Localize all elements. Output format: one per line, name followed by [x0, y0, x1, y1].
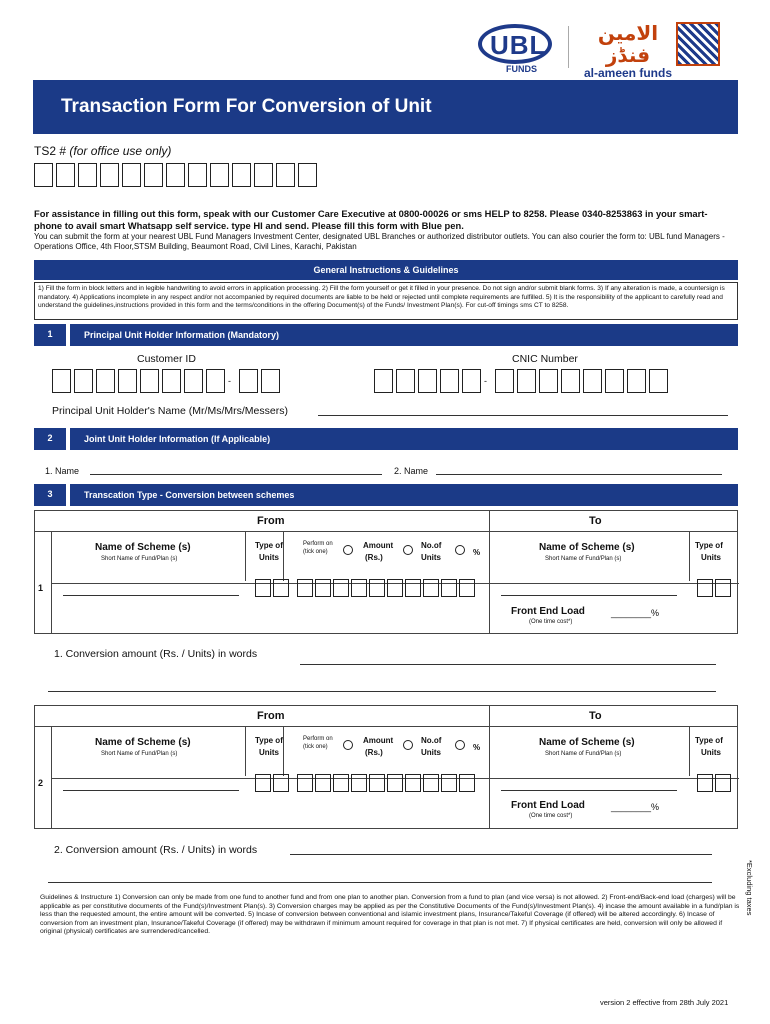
assistance-text: For assistance in filling out this form, speak with our Customer Care Executive at 0800-00026 or sms HELP to 8258. Please 0340-8253863 in your smart-phone to avail smart Whatsapp self service. type HI and send. Please fill this form with Blue pen.	[34, 208, 708, 231]
amount-radio[interactable]	[403, 740, 413, 750]
ubl-logo-funds: FUNDS	[506, 64, 537, 74]
ts2-box[interactable]	[166, 163, 185, 187]
cnic-box[interactable]	[649, 369, 668, 393]
customer-id-box[interactable]	[184, 369, 203, 393]
amount-box[interactable]	[423, 774, 439, 792]
amount-radio[interactable]	[403, 545, 413, 555]
perform-on-radio[interactable]	[343, 545, 353, 555]
amount-box[interactable]	[297, 774, 313, 792]
cnic-box[interactable]	[396, 369, 415, 393]
from-type-units-label: Type of	[255, 736, 283, 745]
ubl-funds-logo	[478, 20, 556, 74]
excluding-taxes-text: *Excluding taxes	[745, 860, 754, 916]
conversion-words-field-1[interactable]	[300, 664, 716, 665]
row-number: 1	[38, 583, 44, 593]
customer-id-box[interactable]	[118, 369, 137, 393]
cnic-box[interactable]	[495, 369, 514, 393]
principal-name-field[interactable]	[318, 415, 728, 416]
section1-title: Principal Unit Holder Information (Mandatory)	[70, 324, 738, 346]
to-scheme-short-label: Short Name of Fund/Plan (s)	[545, 751, 622, 757]
amount-label: Amount	[363, 736, 394, 745]
customer-id-dash: -	[228, 376, 231, 386]
customer-id-box[interactable]	[74, 369, 93, 393]
cnic-box[interactable]	[539, 369, 558, 393]
ts2-label	[34, 144, 171, 158]
cnic-box[interactable]	[418, 369, 437, 393]
from-label: From	[257, 710, 285, 722]
to-type-units-label: Type of	[695, 736, 723, 745]
to-type-box[interactable]	[697, 579, 713, 597]
to-scheme-name-label: Name of Scheme (s)	[539, 542, 635, 553]
section2-number: 2	[34, 428, 66, 450]
amount-box[interactable]	[459, 774, 475, 792]
units-radio[interactable]	[455, 740, 465, 750]
tick-one-label: (tick one)	[303, 549, 328, 555]
from-type-box[interactable]	[255, 774, 271, 792]
section2-title: Joint Unit Holder Information (If Applicable)	[70, 428, 738, 450]
customer-id-box[interactable]	[52, 369, 71, 393]
from-scheme-short-label: Short Name of Fund/Plan (s)	[101, 751, 178, 757]
to-label: To	[589, 515, 602, 527]
percent-radio-label: %	[473, 743, 481, 752]
ts2-box[interactable]	[122, 163, 141, 187]
ts2-box[interactable]	[34, 163, 53, 187]
ts2-box[interactable]	[276, 163, 295, 187]
tick-one-label: (tick one)	[303, 744, 328, 750]
from-scheme-field[interactable]	[63, 595, 239, 596]
customer-id-boxes	[52, 369, 280, 393]
percent-radio-label: %	[473, 548, 481, 557]
to-type-box[interactable]	[715, 579, 731, 597]
to-type-box[interactable]	[715, 774, 731, 792]
amount-box[interactable]	[333, 579, 349, 597]
amount-label: Amount	[363, 541, 394, 550]
customer-id-box[interactable]	[162, 369, 181, 393]
cnic-boxes	[374, 369, 668, 393]
units-radio[interactable]	[455, 545, 465, 555]
amount-box[interactable]	[441, 774, 457, 792]
conversion-words-label-2: 2. Conversion amount (Rs. / Units) in words	[54, 844, 258, 856]
al-ameen-logo	[578, 21, 678, 80]
general-instructions-header: General Instructions & Guidelines	[34, 260, 738, 280]
noof-units-label: Units	[421, 553, 441, 562]
to-scheme-short-label: Short Name of Fund/Plan (s)	[545, 556, 622, 562]
cnic-dash: -	[484, 376, 487, 386]
amount-box[interactable]	[351, 774, 367, 792]
cnic-box[interactable]	[583, 369, 602, 393]
to-scheme-name-label: Name of Scheme (s)	[539, 737, 635, 748]
al-ameen-emblem-icon	[676, 22, 720, 66]
front-end-load-field[interactable]: ________%	[611, 802, 660, 812]
front-end-load-label: Front End Load	[511, 800, 585, 811]
row-number: 2	[38, 778, 44, 788]
from-type-units-label2: Units	[259, 748, 279, 757]
amount-rs-label: (Rs.)	[365, 553, 383, 562]
from-type-units-label: Type of	[255, 541, 283, 550]
from-scheme-field[interactable]	[63, 790, 239, 791]
conversion-words-field-1b[interactable]	[48, 691, 716, 692]
to-type-units-label: Type of	[695, 541, 723, 550]
ts2-box[interactable]	[298, 163, 317, 187]
noof-units-label: Units	[421, 748, 441, 757]
to-scheme-field[interactable]	[501, 790, 677, 791]
from-scheme-name-label: Name of Scheme (s)	[95, 542, 191, 553]
al-ameen-name: al-ameen funds	[583, 66, 673, 80]
principal-name-label: Principal Unit Holder's Name (Mr/Ms/Mrs/Messers)	[52, 405, 288, 417]
section3-number: 3	[34, 484, 66, 506]
cnic-box[interactable]	[440, 369, 459, 393]
amount-box[interactable]	[369, 579, 385, 597]
customer-id-box[interactable]	[239, 369, 258, 393]
to-scheme-field[interactable]	[501, 595, 677, 596]
conversion-words-field-2b[interactable]	[48, 882, 712, 883]
ts2-box[interactable]	[232, 163, 251, 187]
front-end-load-label: Front End Load	[511, 606, 585, 617]
amount-box[interactable]	[333, 774, 349, 792]
ts2-box[interactable]	[56, 163, 75, 187]
from-label: From	[257, 515, 285, 527]
from-scheme-short-label: Short Name of Fund/Plan (s)	[101, 556, 178, 562]
cnic-box[interactable]	[462, 369, 481, 393]
joint-name1-field[interactable]	[90, 474, 382, 475]
conversion-block-1	[34, 510, 738, 634]
one-time-cost-label: (One time cost*)	[529, 619, 573, 625]
section3-title: Transcation Type - Conversion between schemes	[70, 484, 738, 506]
cnic-box[interactable]	[605, 369, 624, 393]
from-type-box[interactable]	[273, 579, 289, 597]
joint-name1-label: 1. Name	[45, 466, 80, 476]
perform-on-label: Perform on	[303, 736, 333, 742]
amount-box[interactable]	[369, 774, 385, 792]
customer-id-box[interactable]	[140, 369, 159, 393]
from-type-box[interactable]	[273, 774, 289, 792]
amount-box[interactable]	[387, 579, 403, 597]
title-bar	[33, 80, 738, 134]
amount-box[interactable]	[405, 774, 421, 792]
conversion-words-field-2[interactable]	[290, 854, 712, 855]
to-type-units-label2: Units	[701, 748, 721, 757]
perform-on-radio[interactable]	[343, 740, 353, 750]
from-scheme-name-label: Name of Scheme (s)	[95, 737, 191, 748]
noof-label: No.of	[421, 736, 442, 745]
page-title: Transaction Form For Conversion of Unit	[61, 96, 432, 117]
ts2-text: TS2 #	[34, 144, 67, 158]
to-type-units-label2: Units	[701, 553, 721, 562]
amount-box[interactable]	[387, 774, 403, 792]
amount-box[interactable]	[459, 579, 475, 597]
from-type-box[interactable]	[255, 579, 271, 597]
submit-info-text: You can submit the form at your nearest UBL Fund Managers Investment Center, designated UBL Branches or authorized distributor outlets. You can also courier the form to: UBL fund Managers - Operations Office, 4th Floor,STSM Building, Beaumont Road, Civil Lines, Karachi, Pakistan	[34, 232, 725, 251]
conversion-words-label-1: 1. Conversion amount (Rs. / Units) in words	[54, 648, 258, 660]
amount-box[interactable]	[297, 579, 313, 597]
amount-box[interactable]	[315, 579, 331, 597]
ts2-box[interactable]	[210, 163, 229, 187]
logo-divider	[568, 26, 569, 68]
joint-name2-label: 2. Name	[394, 466, 429, 476]
cnic-box[interactable]	[374, 369, 393, 393]
amount-rs-label: (Rs.)	[365, 748, 383, 757]
amount-box[interactable]	[423, 579, 439, 597]
general-instructions-text: 1) Fill the form in block letters and in legible handwriting to avoid errors in application processing. 2) Fill the form yourself or get it filled in your presence. Do not sign and/or submit blank forms. 3) If any alteration is made, a countersign is mandatory. 4) Applications incomplete in any respect and/or not accompanied by required documents are liable to be held or rejected until complete requirements are fulfilled. 5) It is the responsibility of the applicant to carefully read and understand the guidelines,instructions provided in this form and the terms/conditions in the offering Document(s) of the Funds/ Investment Plan(s). For cut-off timings sms CT to 8258.	[34, 282, 738, 320]
ts2-box[interactable]	[144, 163, 163, 187]
cnic-box[interactable]	[627, 369, 646, 393]
amount-box[interactable]	[351, 579, 367, 597]
amount-box[interactable]	[315, 774, 331, 792]
customer-id-box[interactable]	[206, 369, 225, 393]
noof-label: No.of	[421, 541, 442, 550]
customer-id-box[interactable]	[261, 369, 280, 393]
joint-name2-field[interactable]	[436, 474, 722, 475]
one-time-cost-label: (One time cost*)	[529, 813, 573, 819]
customer-id-label: Customer ID	[137, 353, 196, 365]
to-label: To	[589, 710, 602, 722]
al-ameen-urdu: الامین فنڈز	[597, 21, 659, 67]
cnic-box[interactable]	[517, 369, 536, 393]
perform-on-label: Perform on	[303, 541, 333, 547]
excluding-taxes-note	[744, 860, 756, 950]
ts2-box[interactable]	[188, 163, 207, 187]
ts2-boxes	[34, 163, 317, 187]
guidelines-text: Guidelines & Instructure 1) Conversion can only be made from one fund to another fund and from one plan to another plan. Conversion from a fund to plan (and vice versa) is not allowed. 2) Front-end/Back-end load (charges) will be applicable as per constitutive documents of the Fund(s)/Investment Plan(s). 3) Conversion charges may be applied as per the Constitutive Documents of the Fund(s)/Investment Plan(s). 4) incase the amount available in a fund/plan is less than the requested amount, the entire amount will be converted. 5) Incase of conversion between conventional and islamic investment plans, Insurance/Takeful Coverage (if offered) will be altered accordingly. 6) Incase of conversion from an investment plan, Insurance/Takeful Coverage (if offered) may be withdrawn if minimum amount required for coverage in that plan is not met. 7) If physical certificates are held, conversion will only be allowed if original (physical) certificates are surrendered/cancelled.	[40, 894, 740, 936]
to-type-box[interactable]	[697, 774, 713, 792]
conversion-block-2	[34, 705, 738, 829]
cnic-box[interactable]	[561, 369, 580, 393]
amount-box[interactable]	[441, 579, 457, 597]
front-end-load-field[interactable]: ________%	[611, 608, 660, 618]
ts2-note: (for office use only)	[69, 144, 172, 158]
from-type-units-label2: Units	[259, 553, 279, 562]
section1-number: 1	[34, 324, 66, 346]
cnic-label: CNIC Number	[512, 353, 578, 365]
ts2-box[interactable]	[100, 163, 119, 187]
customer-id-box[interactable]	[96, 369, 115, 393]
ts2-box[interactable]	[254, 163, 273, 187]
ubl-logo-text: UBL	[490, 30, 547, 60]
ts2-box[interactable]	[78, 163, 97, 187]
amount-box[interactable]	[405, 579, 421, 597]
version-text: version 2 effective from 28th July 2021	[600, 998, 729, 1007]
